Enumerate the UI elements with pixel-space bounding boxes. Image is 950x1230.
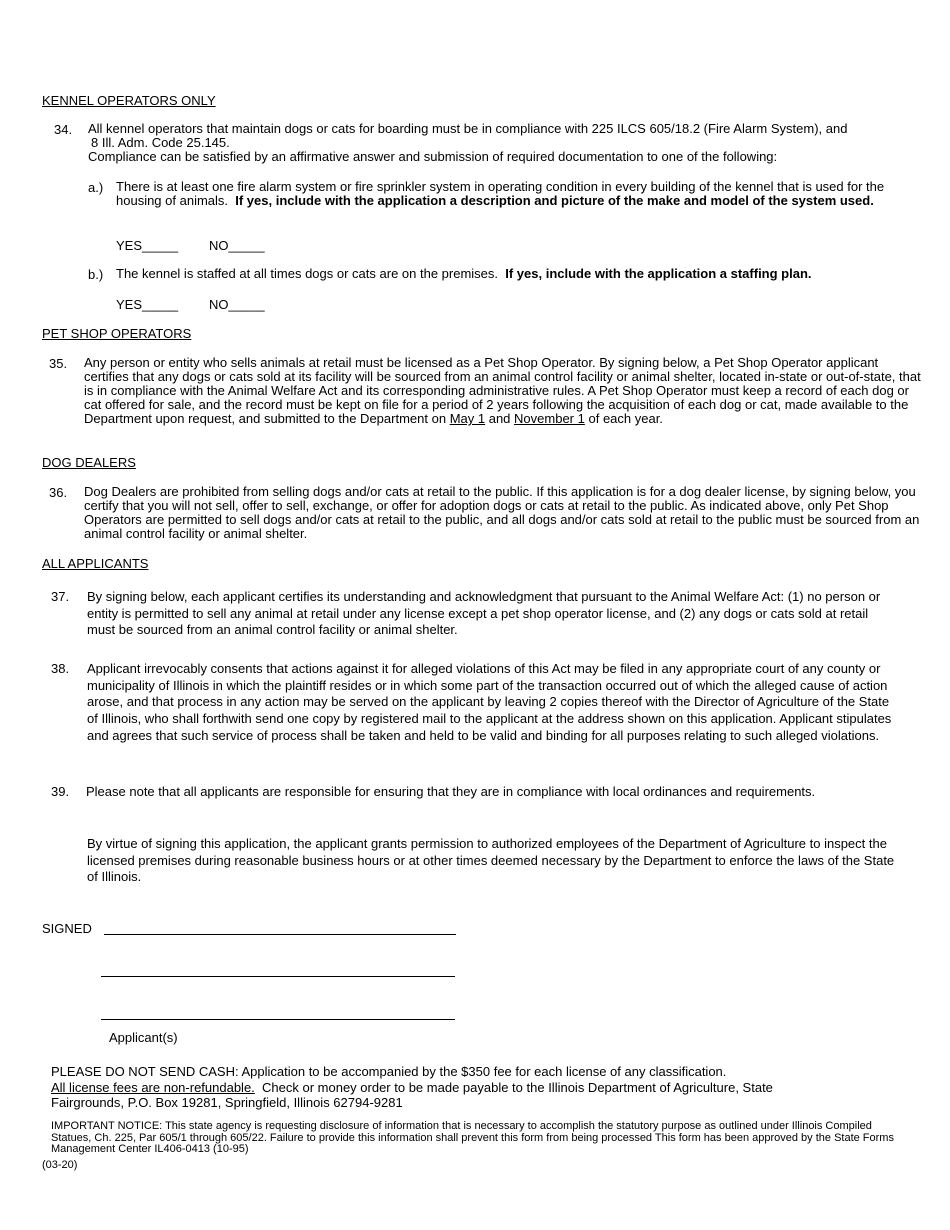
section-heading-dog-dealers: DOG DEALERS bbox=[42, 455, 136, 470]
signature-line-3[interactable] bbox=[101, 1019, 455, 1020]
item-34b-no[interactable]: NO_____ bbox=[209, 297, 265, 312]
item-number-37: 37. bbox=[51, 589, 70, 604]
section-heading-all-applicants: ALL APPLICANTS bbox=[42, 556, 149, 571]
item-39-text: Please note that all applicants are responsible for ensuring that they are in compliance with local ordinances and requirements. bbox=[86, 784, 816, 799]
item-34-text: All kennel operators that maintain dogs or cats for boarding must be in compliance with 225 ILCS 605/18.2 (Fire Alarm System), and 8 Ill. Adm. Code 25.145. Compliance can be satisfied by an affirmative answer and submission of required documentation to one of the following: bbox=[88, 121, 848, 164]
form-date: (03-20) bbox=[42, 1159, 78, 1171]
item-37-text: By signing below, each applicant certifies its understanding and acknowledgment that pursuant to the Animal Welfare Act: (1) no person or entity is permitted to sell any animal at retail under any license except a pet shop operator license, and (2) any dogs or cats sold at retail must be sourced from an animal control facility or animal shelter. bbox=[87, 589, 881, 638]
fee-notice: PLEASE DO NOT SEND CASH: Application to be accompanied by the $350 fee for each license of any classification. All license fees are non-refundable. Check or money order to be made payable to the Illinois Department of Agriculture, State Fairgrounds, P.O. Box 19281, Springfield, Illinois 62794-9281 bbox=[51, 1064, 773, 1110]
signature-line-1[interactable] bbox=[104, 934, 456, 935]
item-34a-label: a.) bbox=[88, 180, 104, 195]
signature-line-2[interactable] bbox=[101, 976, 455, 977]
item-number-36: 36. bbox=[49, 485, 68, 500]
item-34b-label: b.) bbox=[88, 267, 104, 282]
item-number-39: 39. bbox=[51, 784, 70, 799]
item-number-38: 38. bbox=[51, 661, 70, 676]
item-34b-text: The kennel is staffed at all times dogs or cats are on the premises. If yes, include with the application a staffing plan. bbox=[116, 266, 812, 281]
item-number-34: 34. bbox=[54, 122, 73, 137]
item-34a-yes[interactable]: YES_____ bbox=[116, 238, 179, 253]
section-heading-kennel: KENNEL OPERATORS ONLY bbox=[42, 93, 216, 108]
important-notice: IMPORTANT NOTICE: This state agency is requesting disclosure of information that is necessary to accomplish the statutory purpose as outlined under Illinois Compiled Statues, Ch. 225, Par 605/1 through 605/22. Failure to provide this information shall prevent this form from being processed This form has been approved by the State Forms Management Center IL406-0413 (10-95) bbox=[51, 1120, 894, 1155]
item-34a-no[interactable]: NO_____ bbox=[209, 238, 265, 253]
item-number-35: 35. bbox=[49, 356, 68, 371]
section-heading-pet-shop: PET SHOP OPERATORS bbox=[42, 326, 192, 341]
item-34b-yes[interactable]: YES_____ bbox=[116, 297, 179, 312]
permission-statement: By virtue of signing this application, the applicant grants permission to authorized employees of the Department of Agriculture to inspect the licensed premises during reasonable business hours or at other times deemed necessary by the Department to enforce the laws of the State of Illinois. bbox=[87, 836, 895, 885]
item-36-text: Dog Dealers are prohibited from selling dogs and/or cats at retail to the public. If this application is for a dog dealer license, by signing below, you certify that you will not sell, offer to sell, exchange, or offer for adoption dogs or cats at retail to the public. As indicated above, only Pet Shop Operators are permitted to sell dogs and/or cats at retail to the public, and all dogs and/or cats sold at retail to the public must be sourced from an animal control facility or animal shelter. bbox=[84, 484, 920, 541]
signed-label: SIGNED bbox=[42, 921, 92, 936]
item-38-text: Applicant irrevocably consents that actions against it for alleged violations of this Act may be filed in any appropriate court of any county or municipality of Illinois in which the plaintiff resides or in which some part of the transaction occurred out of which the alleged cause of action arose, and that process in any action may be served on the applicant by leaving 2 copies thereof with the Director of Agriculture of the State of Illinois, who shall forthwith send one copy by registered mail to the applicant at the address shown on this application. Applicant stipulates and agrees that such service of process shall be taken and held to be valid and binding for all purposes relating to such alleged violations. bbox=[87, 661, 892, 743]
applicants-label: Applicant(s) bbox=[109, 1030, 178, 1045]
item-34a-text: There is at least one fire alarm system or fire sprinkler system in operating condition in every building of the kennel that is used for the housing of animals. If yes, include with the application a description and picture of the make and model of the system used. bbox=[116, 179, 885, 208]
item-35-text: Any person or entity who sells animals at retail must be licensed as a Pet Shop Operator. By signing below, a Pet Shop Operator applicant certifies that any dogs or cats sold at its facility will be sourced from an animal control facility or animal shelter, located in-state or out-of-state, that is in compliance with the Animal Welfare Act and its corresponding administrative rules. A Pet Shop Operator must keep a record of each dog or cat offered for sale, and the record must be kept on file for a period of 2 years following the acquisition of each dog or cat, made available to the Department upon request, and submitted to the Department on May 1 and November 1 of each year. bbox=[84, 355, 921, 426]
